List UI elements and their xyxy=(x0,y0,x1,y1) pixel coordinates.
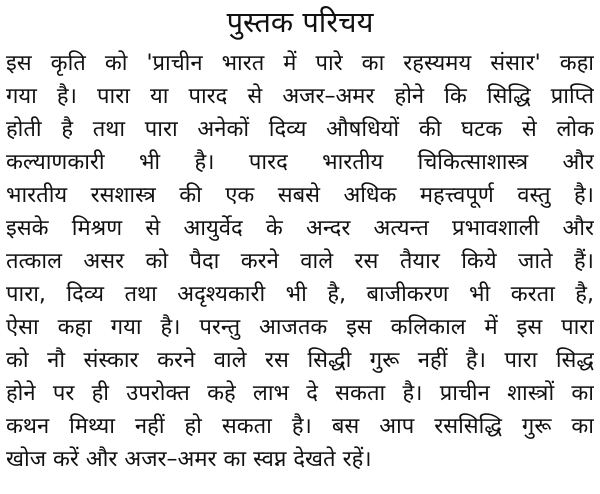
paragraph-line-13: खोज करें और अजर–अमर का स्वप्न देखते रहें। xyxy=(6,447,372,472)
page-title: पुस्तक परिचय xyxy=(226,5,374,39)
paragraph-line-5: भारतीय रसशास्त्र की एक सबसे अधिक महत्त्वपूर्ण वस्तु है। xyxy=(6,183,594,208)
paragraph-line-2: गया है। पारा या पारद से अजर–अमर होने कि सिद्धि प्राप्ति xyxy=(6,84,594,109)
paragraph-line-10: को नौ संस्कार करने वाले रस सिद्धी गुरू नहीं है। पारा सिद्ध xyxy=(6,348,594,373)
paragraph-line-12: कथन मिथ्या नहीं हो सकता है। बस आप रससिद्धि गुरू का xyxy=(6,414,594,439)
paragraph-line-7: तत्काल असर को पैदा करने वाले रस तैयार किये जाते हैं। xyxy=(6,249,594,274)
paragraph-line-3: होती है तथा पारा अनेकों दिव्य औषधियों की घटक से लोक xyxy=(6,117,594,142)
paragraph-line-11: होने पर ही उपरोक्त कहे लाभ दे सकता है। प्राचीन शास्त्रों का xyxy=(6,381,594,406)
paragraph-line-9: ऐसा कहा गया है। परन्तु आजतक इस कलिकाल में इस पारा xyxy=(6,315,594,340)
paragraph-line-6: इसके मिश्रण से आयुर्वेद के अन्दर अत्यन्त प्रभावशाली और xyxy=(6,216,594,241)
paragraph-line-4: कल्याणकारी भी है। पारद भारतीय चिकित्साशास्त्र और xyxy=(6,150,594,175)
paragraph-line-8: पारा, दिव्य तथा अदृश्यकारी भी है, बाजीकरण भी करता है, xyxy=(6,282,594,307)
paragraph-line-1: इस कृति को 'प्राचीन भारत में पारे का रहस्यमय संसार' कहा xyxy=(6,51,594,76)
